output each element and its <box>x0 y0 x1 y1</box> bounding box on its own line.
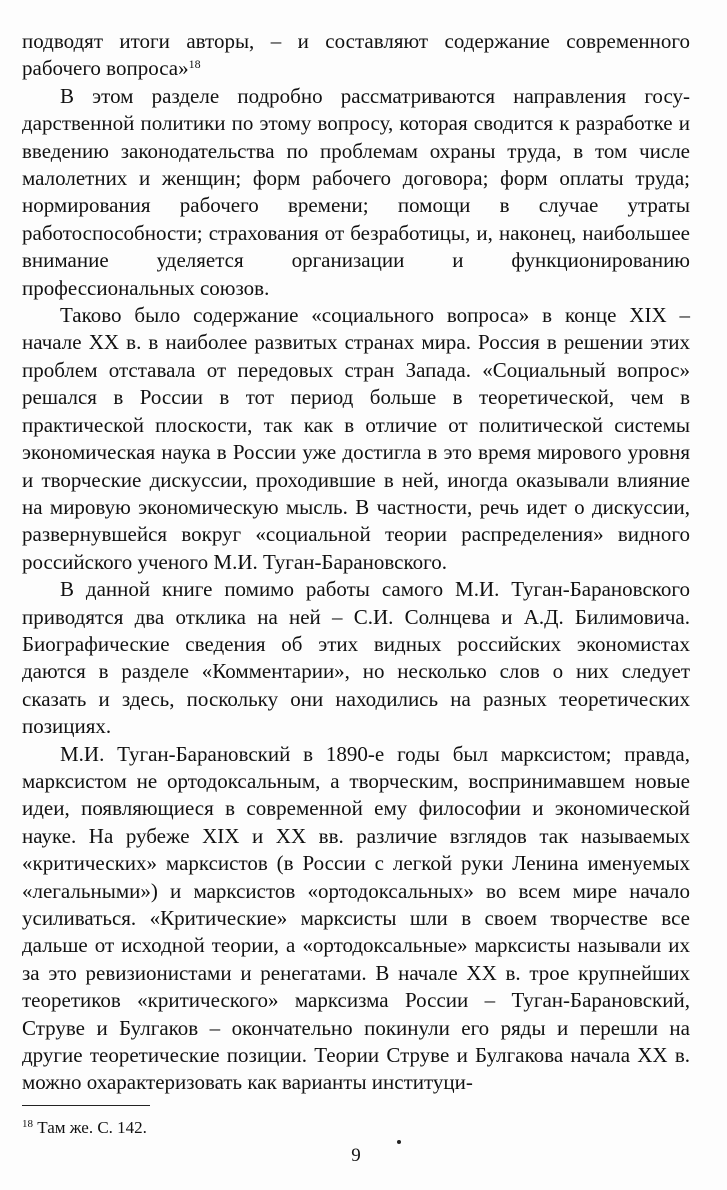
page-number: 9 <box>351 1145 361 1166</box>
paragraph-4: В данной книге помимо работы самого М.И. Туган-Барановского приводятся два отклика на ней – С.И. Солнцева и А.Д. Билимовича. Биографические сведения об этих видных российских экономистах даются в разделе «Комментарии», но несколько слов о них следует сказать и здесь, поскольку они находились на разных теоретических позициях. <box>22 577 690 739</box>
footnote <box>22 1117 147 1139</box>
paragraph-3: Таково было содержание «социального вопроса» в конце XIX – начале XX в. в наиболее развитых странах мира. Россия в решении этих проблем отставала от передовых стран Запада. «Социальный вопрос» решался в России в тот период больше в теоретической, чем в практической плоскости, так как в отличие от политической системы экономическая наука в России уже достигла в это время мирового уровня и творческие дискуссии, проходившие в ней, иногда оказывали влияние на мировую экономическую мысль. В частности, речь идет о дискуссии, развернувшейся вокруг «социальной теории распределения» видного российского ученого М.И. Туган-Барановского. <box>22 303 690 574</box>
footnote-divider <box>22 1105 150 1106</box>
footnote-text: Там же. С. 142. <box>37 1118 147 1137</box>
footnote-reference[interactable]: 18 <box>188 57 201 72</box>
paragraph-1 <box>22 28 690 83</box>
paragraph-1-text: подводят итоги авторы, – и составляют содержание современного рабочего вопроса» <box>22 29 690 81</box>
footnote-number: 18 <box>22 1118 33 1130</box>
body-text <box>22 28 690 1097</box>
paragraph-5: М.И. Туган-Барановский в 1890-е годы был марксистом; правда, марксистом не ортодоксальным, а творческим, воспринимавшем новые идеи, появляющиеся в современной ему философии и экономической науке. На рубеже XIX и XX вв. различие взглядов так называемых «критических» марксистов (в России с легкой руки Ленина именуемых «легальными») и марксистов «ортодоксальных» во всем мире начало усиливаться. «Критические» марксисты шли в своем творчестве все дальше от исходной теории, а «ортодоксальные» марксисты называли их за это ревизионистами и ренегатами. В начале XX в. трое крупнейших теоретиков «критического» марксизма России – Туган-Барановский, Струве и Булгаков – окончательно покинули его ряды и перешли на другие теоретические позиции. Теории Струве и Булгакова начала XX в. можно охарактеризовать как варианты институци- <box>22 741 690 1095</box>
print-speck <box>397 1140 401 1144</box>
paragraph-2: В этом разделе подробно рассматриваются направления государственной политики по этому вопросу, которая сводится к разработке и введению законодательства по проблемам охраны труда, в том числе малолетних и женщин; форм рабочего договора; форм оплаты труда; нормирования рабочего времени; помощи в случае утраты работоспособности; страхования от безработицы, и, наконец, наибольшее внимание уделяется организации и функционированию профессиональных союзов. <box>22 83 690 300</box>
